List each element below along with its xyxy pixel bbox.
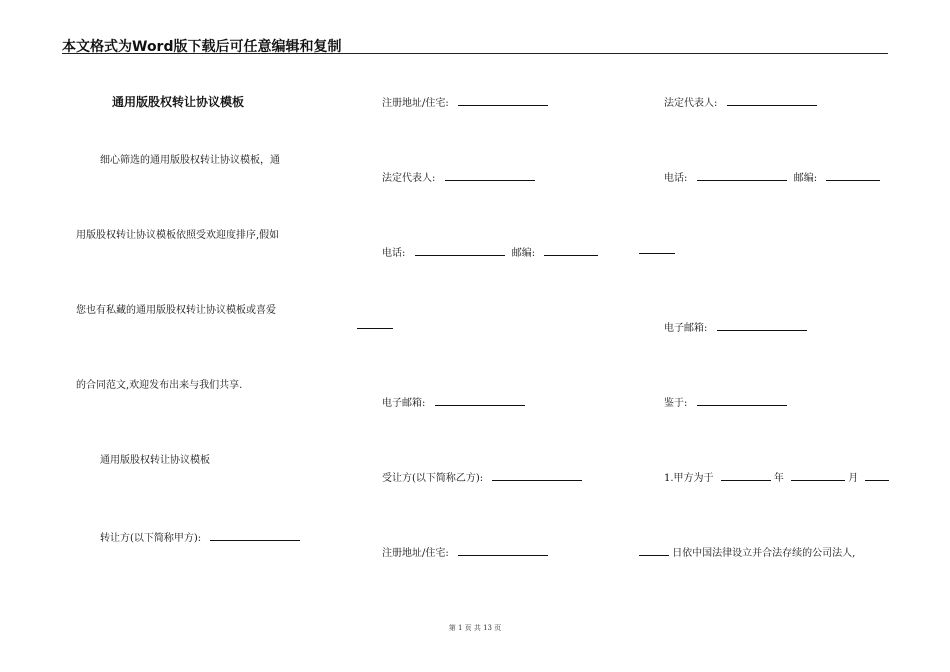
intro-line-3: 您也有私藏的通用版股权转让协议模板或喜爱 xyxy=(76,305,276,316)
postcode-label-1: 邮编: xyxy=(511,248,536,259)
intro-line-2: 用版股权转让协议模板依照受欢迎度排序,假如 xyxy=(76,230,280,241)
day-blank xyxy=(865,471,889,481)
email-blank-2 xyxy=(717,321,807,331)
address-blank-1 xyxy=(458,96,548,106)
postcode-blank-2 xyxy=(826,171,880,181)
clause-1-continuation xyxy=(639,546,855,559)
header-divider xyxy=(62,53,888,54)
transferee-blank xyxy=(492,471,582,481)
address-field-1 xyxy=(382,96,548,109)
intro-line-1: 细心筛选的通用版股权转让协议模板，通 xyxy=(100,155,280,166)
day-continuation-blank xyxy=(639,546,669,556)
transferor-label: 转让方(以下简称甲方): xyxy=(100,533,202,544)
page-footer: 第 1 页 共 13 页 xyxy=(448,624,502,632)
clause-1-prefix: 1.甲方为于 xyxy=(664,473,714,484)
clause-1-cont-text: 日依中国法律设立并合法存续的公司法人, xyxy=(672,548,856,559)
whereas-field xyxy=(664,396,787,409)
email-field-2 xyxy=(664,321,807,334)
intro-line-4: 的合同范文,欢迎发布出来与我们共享. xyxy=(76,380,243,391)
postcode-continuation-blank-1 xyxy=(357,328,393,329)
year-label: 年 xyxy=(773,473,784,484)
subtitle: 通用版股权转让协议模板 xyxy=(100,455,210,466)
address-field-2 xyxy=(382,546,548,559)
legal-rep-label-2: 法定代表人: xyxy=(664,98,718,109)
whereas-blank xyxy=(697,396,787,406)
transferor-field xyxy=(100,531,300,544)
postcode-blank-1 xyxy=(544,246,598,256)
address-blank-2 xyxy=(458,546,548,556)
phone-label-2: 电话: xyxy=(664,173,688,184)
month-label: 月 xyxy=(848,473,859,484)
legal-rep-blank-1 xyxy=(445,171,535,181)
email-label-1: 电子邮箱: xyxy=(382,398,426,409)
email-label-2: 电子邮箱: xyxy=(664,323,708,334)
phone-blank-1 xyxy=(415,246,505,256)
legal-rep-label-1: 法定代表人: xyxy=(382,173,436,184)
phone-blank-2 xyxy=(697,171,787,181)
phone-label-1: 电话: xyxy=(382,248,406,259)
month-blank xyxy=(791,471,845,481)
postcode-label-2: 邮编: xyxy=(793,173,818,184)
email-field-1 xyxy=(382,396,525,409)
whereas-label: 鉴于: xyxy=(664,398,688,409)
email-blank-1 xyxy=(435,396,525,406)
document-title: 通用版股权转让协议模板 xyxy=(112,95,245,109)
transferee-label: 受让方(以下简称乙方): xyxy=(382,473,484,484)
legal-rep-field-2 xyxy=(664,96,817,109)
clause-1-date xyxy=(664,471,889,484)
transferee-field xyxy=(382,471,582,484)
legal-rep-blank-2 xyxy=(727,96,817,106)
phone-field-2 xyxy=(664,171,880,184)
transferor-blank xyxy=(210,531,300,541)
address-label-2: 注册地址/住宅: xyxy=(382,548,449,559)
postcode-continuation-blank-2 xyxy=(639,253,675,254)
document-header: 本文格式为Word版下载后可任意编辑和复制 xyxy=(62,39,342,55)
legal-rep-field-1 xyxy=(382,171,535,184)
address-label-1: 注册地址/住宅: xyxy=(382,98,449,109)
year-blank xyxy=(721,471,771,481)
phone-field-1 xyxy=(382,246,598,259)
